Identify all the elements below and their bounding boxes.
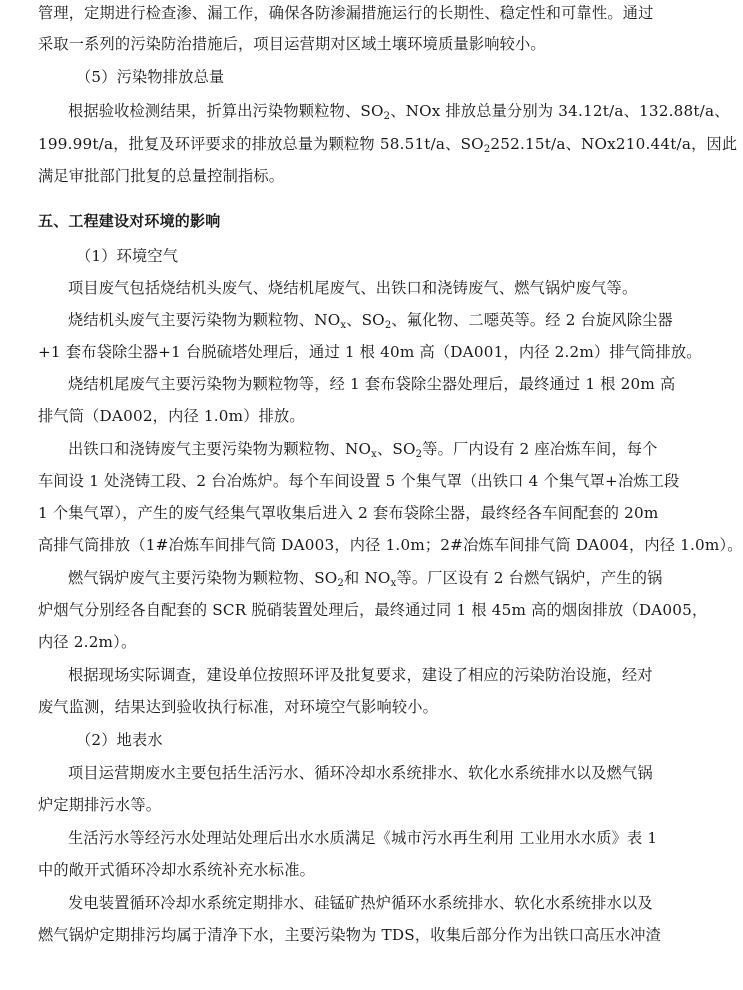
text-line: 车间设 1 处浇铸工段、2 台冶炼炉。每个车间设置 5 个集气罩（出铁口 4 个集气罩+冶炼工段: [38, 472, 680, 490]
subheading: （2）地表水: [76, 731, 163, 749]
text-line: 中的敞开式循环冷却水系统补充水标准。: [38, 861, 315, 879]
text-line: 发电装置循环冷却水系统定期排水、硅锰矿热炉循环水系统排水、软化水系统排水以及: [68, 894, 653, 912]
section-heading: 五、工程建设对环境的影响: [38, 212, 221, 230]
text-line: 根据验收检测结果，折算出污染物颗粒物、$SO_2$、NOx 排放总量分别为 34.12t/a、132.88t/a、: [68, 102, 730, 122]
text-line: 废气监测，结果达到验收执行标准，对环境空气影响较小。: [38, 698, 439, 716]
subheading: （5）污染物排放总量: [76, 68, 225, 86]
text-line: 出铁口和浇铸废气主要污染物为颗粒物、$NO_x$、$SO_2$等。厂内设有 2 座冶炼车间，每个: [68, 440, 658, 460]
text-line: 炉定期排污水等。: [38, 796, 162, 814]
subheading: （1）环境空气: [76, 247, 179, 265]
text-line: 管理，定期进行检查渗、漏工作，确保各防渗漏措施运行的长期性、稳定性和可靠性。通过: [38, 4, 654, 22]
text-line: 炉烟气分别经各自配套的 SCR 脱硝装置处理后，最终通过同 1 根 45m 高的烟囱排放（DA005，: [38, 601, 708, 619]
text-line: 199.99t/a，批复及环评要求的排放总量为颗粒物 58.51t/a、$SO_2252.15t/a$、NOx210.44t/a，因此: [38, 135, 738, 155]
text-line: 内径 2.2m）。: [38, 633, 137, 651]
text-line: 1 个集气罩），产生的废气经集气罩收集后进入 2 套布袋除尘器，最终经各车间配套的 20m: [38, 504, 659, 522]
text-line: 生活污水等经污水处理站处理后出水水质满足《城市污水再生利用 工业用水水质》表 1: [68, 829, 658, 847]
text-line: 排气筒（DA002，内径 1.0m）排放。: [38, 407, 305, 425]
text-line: 燃气锅炉废气主要污染物为颗粒物、$SO_2$和 $NO_x$等。厂区设有 2 台燃气锅炉，产生的锅: [68, 569, 663, 589]
text-line: 根据现场实际调查，建设单位按照环评及批复要求，建设了相应的污染防治设施，经对: [68, 666, 653, 684]
text-line: 燃气锅炉定期排污均属于清净下水，主要污染物为 TDS，收集后部分作为出铁口高压水冲渣: [38, 926, 662, 944]
text-line: 满足审批部门批复的总量控制指标。: [38, 167, 285, 185]
text-line: 项目废气包括烧结机头废气、烧结机尾废气、出铁口和浇铸废气、燃气锅炉废气等。: [68, 279, 638, 297]
text-line: 采取一系列的污染防治措施后，项目运营期对区域土壤环境质量影响较小。: [38, 35, 546, 53]
text-line: 烧结机尾废气主要污染物为颗粒物等，经 1 套布袋除尘器处理后，最终通过 1 根 20m 高: [68, 375, 676, 393]
text-line: 高排气筒排放（1#冶炼车间排气筒 DA003，内径 1.0m；2#冶炼车间排气筒 DA004，内径 1.0m）。: [38, 536, 743, 554]
text-line: 项目运营期废水主要包括生活污水、循环冷却水系统排水、软化水系统排水以及燃气锅: [68, 764, 653, 782]
text-line: +1 套布袋除尘器+1 台脱硫塔处理后，通过 1 根 40m 高（DA001，内径 2.2m）排气筒排放。: [38, 343, 702, 361]
text-line: 烧结机头废气主要污染物为颗粒物、$NO_x$、$SO_2$、氟化物、二噁英等。经 2 台旋风除尘器: [68, 311, 673, 331]
